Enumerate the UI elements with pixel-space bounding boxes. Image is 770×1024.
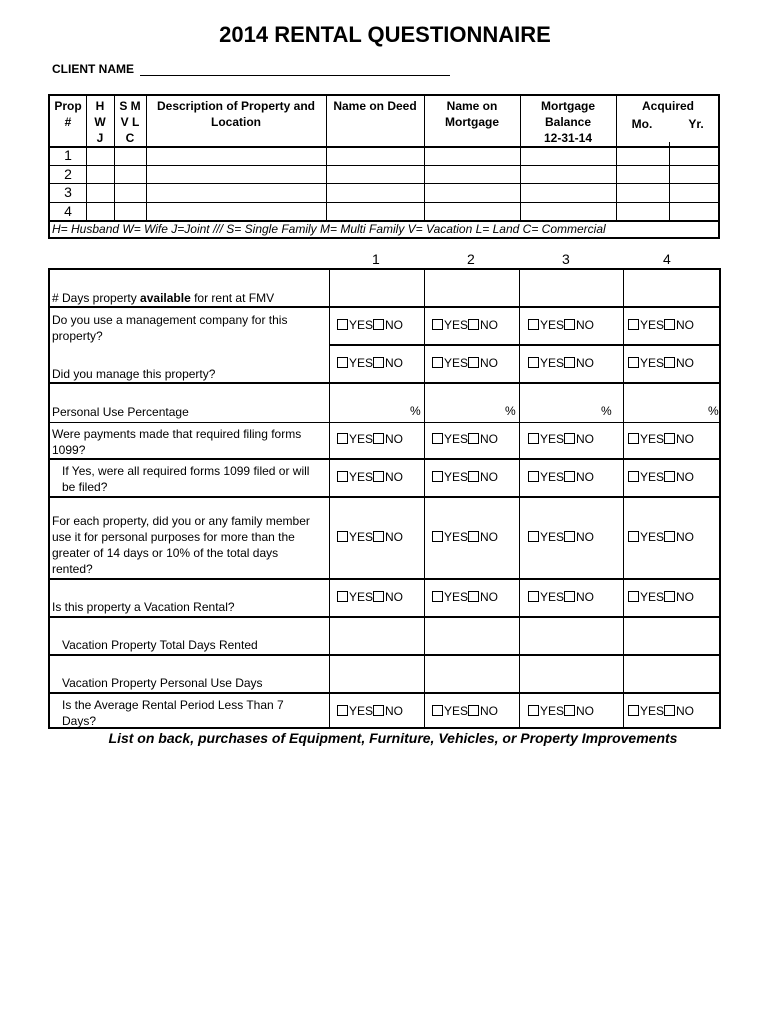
yes-no-group bbox=[628, 704, 694, 718]
yes-label: YES bbox=[640, 704, 665, 718]
yes-checkbox[interactable] bbox=[528, 433, 539, 444]
yes-checkbox[interactable] bbox=[528, 531, 539, 542]
no-label: NO bbox=[576, 470, 595, 484]
yes-label: YES bbox=[640, 432, 665, 446]
yes-no-group bbox=[528, 318, 594, 332]
yes-no-group bbox=[432, 530, 498, 544]
header-description: Description of Property and Location bbox=[156, 99, 316, 129]
no-label: NO bbox=[576, 432, 595, 446]
no-label: NO bbox=[676, 704, 695, 718]
yes-label: YES bbox=[640, 530, 665, 544]
yes-checkbox[interactable] bbox=[628, 531, 639, 542]
no-label: NO bbox=[676, 590, 695, 604]
column-number: 2 bbox=[467, 251, 475, 267]
percent-sign: % bbox=[505, 404, 516, 418]
no-checkbox[interactable] bbox=[468, 531, 479, 542]
no-checkbox[interactable] bbox=[564, 531, 575, 542]
header-acquired-month: Mo. bbox=[631, 117, 653, 131]
row-number: 1 bbox=[64, 147, 72, 163]
no-label: NO bbox=[480, 432, 499, 446]
no-label: NO bbox=[576, 356, 595, 370]
yes-checkbox[interactable] bbox=[628, 705, 639, 716]
yes-label: YES bbox=[540, 530, 565, 544]
no-label: NO bbox=[480, 356, 499, 370]
yes-no-group bbox=[432, 318, 498, 332]
yes-checkbox[interactable] bbox=[628, 433, 639, 444]
yes-label: YES bbox=[640, 590, 665, 604]
no-checkbox[interactable] bbox=[373, 531, 384, 542]
header-name-on-mortgage: Name on Mortgage bbox=[445, 99, 499, 129]
column-number: 4 bbox=[663, 251, 671, 267]
yes-checkbox[interactable] bbox=[337, 357, 348, 368]
yes-label: YES bbox=[349, 318, 374, 332]
no-label: NO bbox=[385, 318, 404, 332]
no-checkbox[interactable] bbox=[564, 319, 575, 330]
no-label: NO bbox=[385, 356, 404, 370]
yes-checkbox[interactable] bbox=[628, 591, 639, 602]
yes-label: YES bbox=[444, 530, 469, 544]
yes-checkbox[interactable] bbox=[432, 357, 443, 368]
no-checkbox[interactable] bbox=[468, 705, 479, 716]
yes-label: YES bbox=[349, 590, 374, 604]
no-checkbox[interactable] bbox=[564, 591, 575, 602]
no-label: NO bbox=[576, 704, 595, 718]
no-checkbox[interactable] bbox=[468, 433, 479, 444]
no-checkbox[interactable] bbox=[664, 705, 675, 716]
yes-checkbox[interactable] bbox=[337, 471, 348, 482]
yes-checkbox[interactable] bbox=[337, 433, 348, 444]
yes-checkbox[interactable] bbox=[337, 591, 348, 602]
no-checkbox[interactable] bbox=[373, 357, 384, 368]
question-payments-1099: Were payments made that required filing forms 1099? bbox=[52, 427, 302, 457]
question-vacation-personal-days: Vacation Property Personal Use Days bbox=[62, 676, 263, 690]
yes-label: YES bbox=[640, 318, 665, 332]
page-title: 2014 RENTAL QUESTIONNAIRE bbox=[219, 22, 551, 47]
no-label: NO bbox=[676, 356, 695, 370]
no-label: NO bbox=[385, 704, 404, 718]
question-avg-rental-period: Is the Average Rental Period Less Than 7 Days? bbox=[62, 698, 284, 728]
questions-table bbox=[48, 268, 721, 729]
yes-no-group bbox=[337, 318, 403, 332]
yes-label: YES bbox=[540, 318, 565, 332]
yes-label: YES bbox=[444, 470, 469, 484]
no-label: NO bbox=[385, 590, 404, 604]
yes-label: YES bbox=[349, 356, 374, 370]
header-name-on-deed: Name on Deed bbox=[333, 99, 417, 113]
no-label: NO bbox=[480, 704, 499, 718]
yes-no-group bbox=[432, 590, 498, 604]
no-label: NO bbox=[480, 530, 499, 544]
no-checkbox[interactable] bbox=[373, 471, 384, 482]
no-checkbox[interactable] bbox=[468, 591, 479, 602]
yes-label: YES bbox=[444, 704, 469, 718]
yes-label: YES bbox=[444, 590, 469, 604]
yes-no-group bbox=[528, 704, 594, 718]
question-forms-1099-filed: If Yes, were all required forms 1099 filed or will be filed? bbox=[62, 464, 310, 494]
header-hwj: H W J bbox=[94, 99, 106, 145]
yes-checkbox[interactable] bbox=[337, 705, 348, 716]
yes-no-group bbox=[628, 530, 694, 544]
no-checkbox[interactable] bbox=[373, 433, 384, 444]
question-vacation-rental: Is this property a Vacation Rental? bbox=[52, 600, 235, 614]
no-checkbox[interactable] bbox=[664, 319, 675, 330]
yes-no-group bbox=[628, 318, 694, 332]
yes-label: YES bbox=[540, 432, 565, 446]
no-label: NO bbox=[676, 318, 695, 332]
no-label: NO bbox=[385, 470, 404, 484]
client-name-field[interactable] bbox=[140, 75, 450, 76]
yes-no-group bbox=[528, 590, 594, 604]
yes-no-group bbox=[528, 530, 594, 544]
yes-no-group bbox=[432, 432, 498, 446]
question-management-company: Do you use a management company for this property? bbox=[52, 313, 288, 343]
no-checkbox[interactable] bbox=[664, 531, 675, 542]
no-checkbox[interactable] bbox=[468, 471, 479, 482]
footer-note: List on back, purchases of Equipment, Furniture, Vehicles, or Property Improvements bbox=[108, 730, 678, 746]
yes-no-group bbox=[337, 590, 403, 604]
property-table bbox=[48, 94, 720, 239]
yes-label: YES bbox=[640, 470, 665, 484]
yes-label: YES bbox=[444, 432, 469, 446]
no-checkbox[interactable] bbox=[373, 591, 384, 602]
yes-checkbox[interactable] bbox=[528, 591, 539, 602]
yes-checkbox[interactable] bbox=[528, 705, 539, 716]
no-checkbox[interactable] bbox=[664, 357, 675, 368]
yes-no-group bbox=[528, 432, 594, 446]
no-checkbox[interactable] bbox=[564, 471, 575, 482]
question-vacation-days-rented: Vacation Property Total Days Rented bbox=[62, 638, 258, 652]
no-checkbox[interactable] bbox=[564, 357, 575, 368]
yes-no-group bbox=[628, 432, 694, 446]
yes-no-group bbox=[432, 704, 498, 718]
yes-label: YES bbox=[540, 590, 565, 604]
yes-label: YES bbox=[349, 530, 374, 544]
yes-no-group bbox=[432, 356, 498, 370]
no-checkbox[interactable] bbox=[373, 319, 384, 330]
yes-label: YES bbox=[540, 356, 565, 370]
no-checkbox[interactable] bbox=[664, 591, 675, 602]
yes-label: YES bbox=[349, 704, 374, 718]
row-number: 3 bbox=[64, 184, 72, 200]
no-checkbox[interactable] bbox=[373, 705, 384, 716]
yes-no-group bbox=[628, 470, 694, 484]
yes-checkbox[interactable] bbox=[528, 357, 539, 368]
client-name-label: CLIENT NAME bbox=[52, 62, 134, 76]
no-label: NO bbox=[480, 470, 499, 484]
yes-no-group bbox=[528, 356, 594, 370]
yes-label: YES bbox=[540, 704, 565, 718]
row-number: 4 bbox=[64, 203, 72, 219]
no-label: NO bbox=[576, 530, 595, 544]
yes-no-group bbox=[432, 470, 498, 484]
yes-checkbox[interactable] bbox=[432, 471, 443, 482]
yes-checkbox[interactable] bbox=[337, 319, 348, 330]
yes-no-group bbox=[628, 590, 694, 604]
row-number: 2 bbox=[64, 166, 72, 182]
no-label: NO bbox=[676, 470, 695, 484]
header-acquired: Acquired bbox=[641, 99, 694, 113]
no-label: NO bbox=[676, 530, 695, 544]
yes-checkbox[interactable] bbox=[628, 319, 639, 330]
yes-no-group bbox=[337, 470, 403, 484]
no-label: NO bbox=[480, 590, 499, 604]
legend: H= Husband W= Wife J=Joint /// S= Single Family M= Multi Family V= Vacation L= Land C= Commercial bbox=[52, 222, 606, 236]
no-checkbox[interactable] bbox=[468, 319, 479, 330]
question-days-available: # Days property available for rent at FMV bbox=[52, 291, 275, 305]
yes-no-group bbox=[337, 356, 403, 370]
yes-checkbox[interactable] bbox=[628, 357, 639, 368]
yes-label: YES bbox=[444, 318, 469, 332]
question-personal-purposes: For each property, did you or any family member use it for personal purposes for more than the greater of 14 days or 10% of the total days rented? bbox=[52, 514, 310, 576]
percent-sign: % bbox=[601, 404, 612, 418]
yes-label: YES bbox=[349, 470, 374, 484]
no-label: NO bbox=[385, 530, 404, 544]
column-number: 3 bbox=[562, 251, 570, 267]
yes-checkbox[interactable] bbox=[528, 319, 539, 330]
percent-sign: % bbox=[708, 404, 719, 418]
yes-no-group bbox=[337, 530, 403, 544]
yes-no-group bbox=[628, 356, 694, 370]
no-label: NO bbox=[676, 432, 695, 446]
header-acquired-year: Yr. bbox=[688, 117, 704, 131]
no-checkbox[interactable] bbox=[564, 433, 575, 444]
yes-checkbox[interactable] bbox=[432, 531, 443, 542]
no-label: NO bbox=[576, 590, 595, 604]
yes-label: YES bbox=[640, 356, 665, 370]
no-checkbox[interactable] bbox=[564, 705, 575, 716]
question-manage-property: Did you manage this property? bbox=[52, 367, 216, 381]
yes-label: YES bbox=[444, 356, 469, 370]
yes-checkbox[interactable] bbox=[528, 471, 539, 482]
question-personal-use-pct: Personal Use Percentage bbox=[52, 405, 189, 419]
yes-no-group bbox=[337, 704, 403, 718]
no-label: NO bbox=[385, 432, 404, 446]
header-mortgage-balance: Mortgage Balance 12-31-14 bbox=[541, 99, 595, 145]
header-smvlc: S M V L C bbox=[119, 99, 141, 145]
column-number: 1 bbox=[372, 251, 380, 267]
yes-checkbox[interactable] bbox=[432, 591, 443, 602]
no-label: NO bbox=[576, 318, 595, 332]
yes-checkbox[interactable] bbox=[628, 471, 639, 482]
yes-no-group bbox=[337, 432, 403, 446]
yes-label: YES bbox=[540, 470, 565, 484]
yes-checkbox[interactable] bbox=[432, 705, 443, 716]
yes-checkbox[interactable] bbox=[432, 433, 443, 444]
header-prop: Prop # bbox=[54, 99, 82, 129]
yes-no-group bbox=[528, 470, 594, 484]
yes-checkbox[interactable] bbox=[432, 319, 443, 330]
yes-checkbox[interactable] bbox=[337, 531, 348, 542]
yes-label: YES bbox=[349, 432, 374, 446]
no-checkbox[interactable] bbox=[664, 471, 675, 482]
no-checkbox[interactable] bbox=[468, 357, 479, 368]
no-checkbox[interactable] bbox=[664, 433, 675, 444]
percent-sign: % bbox=[410, 404, 421, 418]
no-label: NO bbox=[480, 318, 499, 332]
